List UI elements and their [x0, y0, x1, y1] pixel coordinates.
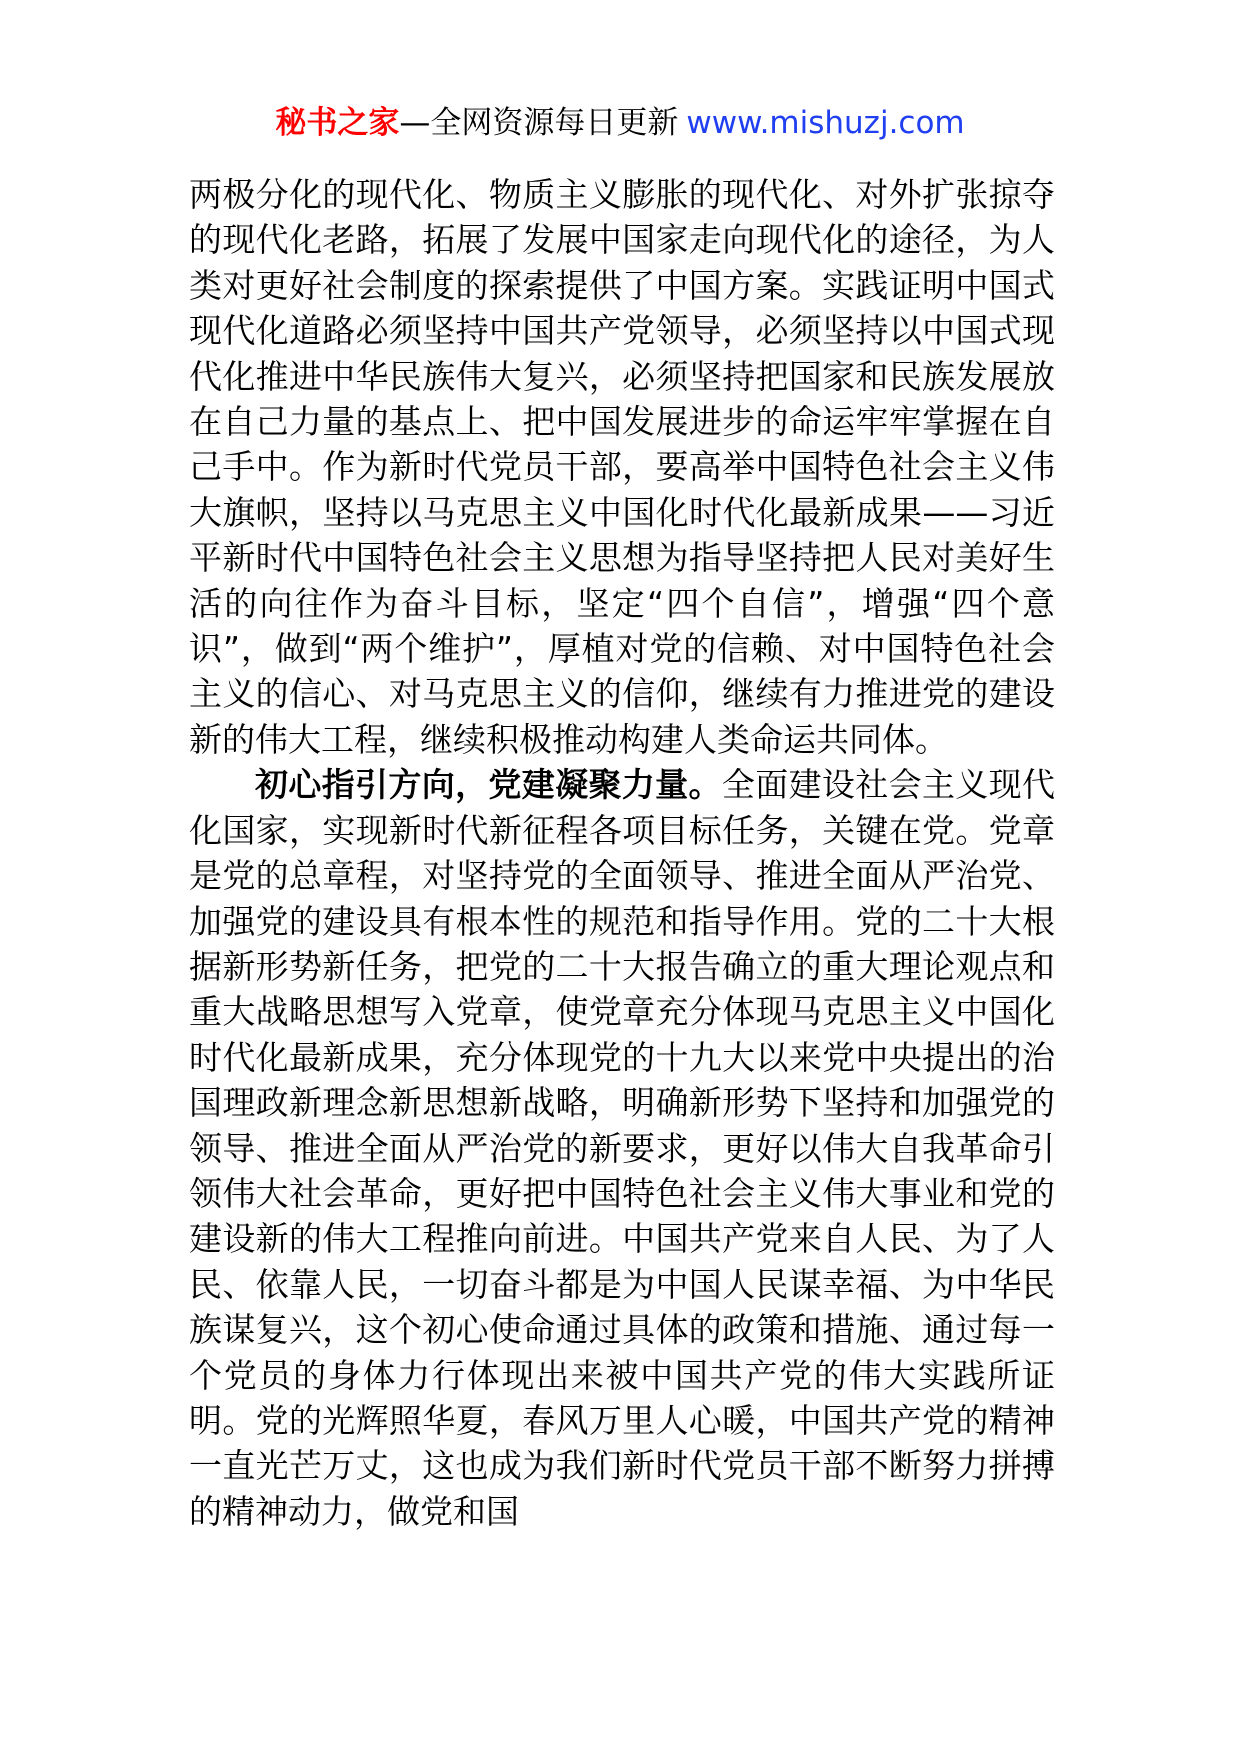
article-body: [189, 172, 1055, 1534]
site-url-link[interactable]: www.mishuzj.com: [686, 105, 965, 141]
site-header: [0, 98, 1240, 148]
paragraph-2-lead: 初心指引方向，党建凝聚力量。: [255, 765, 722, 805]
paragraph-2-text: 全面建设社会主义现代化国家，实现新时代新征程各项目标任务，关键在党。党章是党的总章程，对坚持党的全面领导、推进全面从严治党、加强党的建设具有根本性的规范和指导作用。党的二十大根据新形势新任务，把党的二十大报告确立的重大理论观点和重大战略思想写入党章，使党章充分体现马克思主义中国化时代化最新成果，充分体现党的十九大以来党中央提出的治国理政新理念新思想新战略，明确新形势下坚持和加强党的领导、推进全面从严治党的新要求，更好以伟大自我革命引领伟大社会革命，更好把中国特色社会主义伟大事业和党的建设新的伟大工程推向前进。中国共产党来自人民、为了人民、依靠人民，一切奋斗都是为中国人民谋幸福、为中华民族谋复兴，这个初心使命通过具体的政策和措施、通过每一个党员的身体力行体现出来被中国共产党的伟大实践所证明。党的光辉照华夏，春风万里人心暖，中国共产党的精神一直光芒万丈，这也成为我们新时代党员干部不断努力拼搏的精神动力，做党和国: [189, 765, 1056, 1531]
site-slogan: —全网资源每日更新: [399, 105, 679, 141]
paragraph-1-text: 两极分化的现代化、物质主义膨胀的现代化、对外扩张掠夺的现代化老路，拓展了发展中国家走向现代化的途径，为人类对更好社会制度的探索提供了中国方案。实践证明中国式现代化道路必须坚持中国共产党领导，必须坚持以中国式现代化推进中华民族伟大复兴，必须坚持把国家和民族发展放在自己力量的基点上、把中国发展进步的命运牢牢掌握在自己手中。作为新时代党员干部，要高举中国特色社会主义伟大旗帜，坚持以马克思主义中国化时代化最新成果——习近平新时代中国特色社会主义思想为指导坚持把人民对美好生活的向往作为奋斗目标，坚定“四个自信”，增强“四个意识”，做到“两个维护”，厚植对党的信赖、对中国特色社会主义的信心、对马克思主义的信仰，继续有力推进党的建设新的伟大工程，继续积极推动构建人类命运共同体。: [189, 175, 1055, 759]
paragraph-2: [189, 762, 1055, 1534]
paragraph-1: [189, 172, 1055, 762]
site-brand: 秘书之家: [275, 105, 400, 141]
